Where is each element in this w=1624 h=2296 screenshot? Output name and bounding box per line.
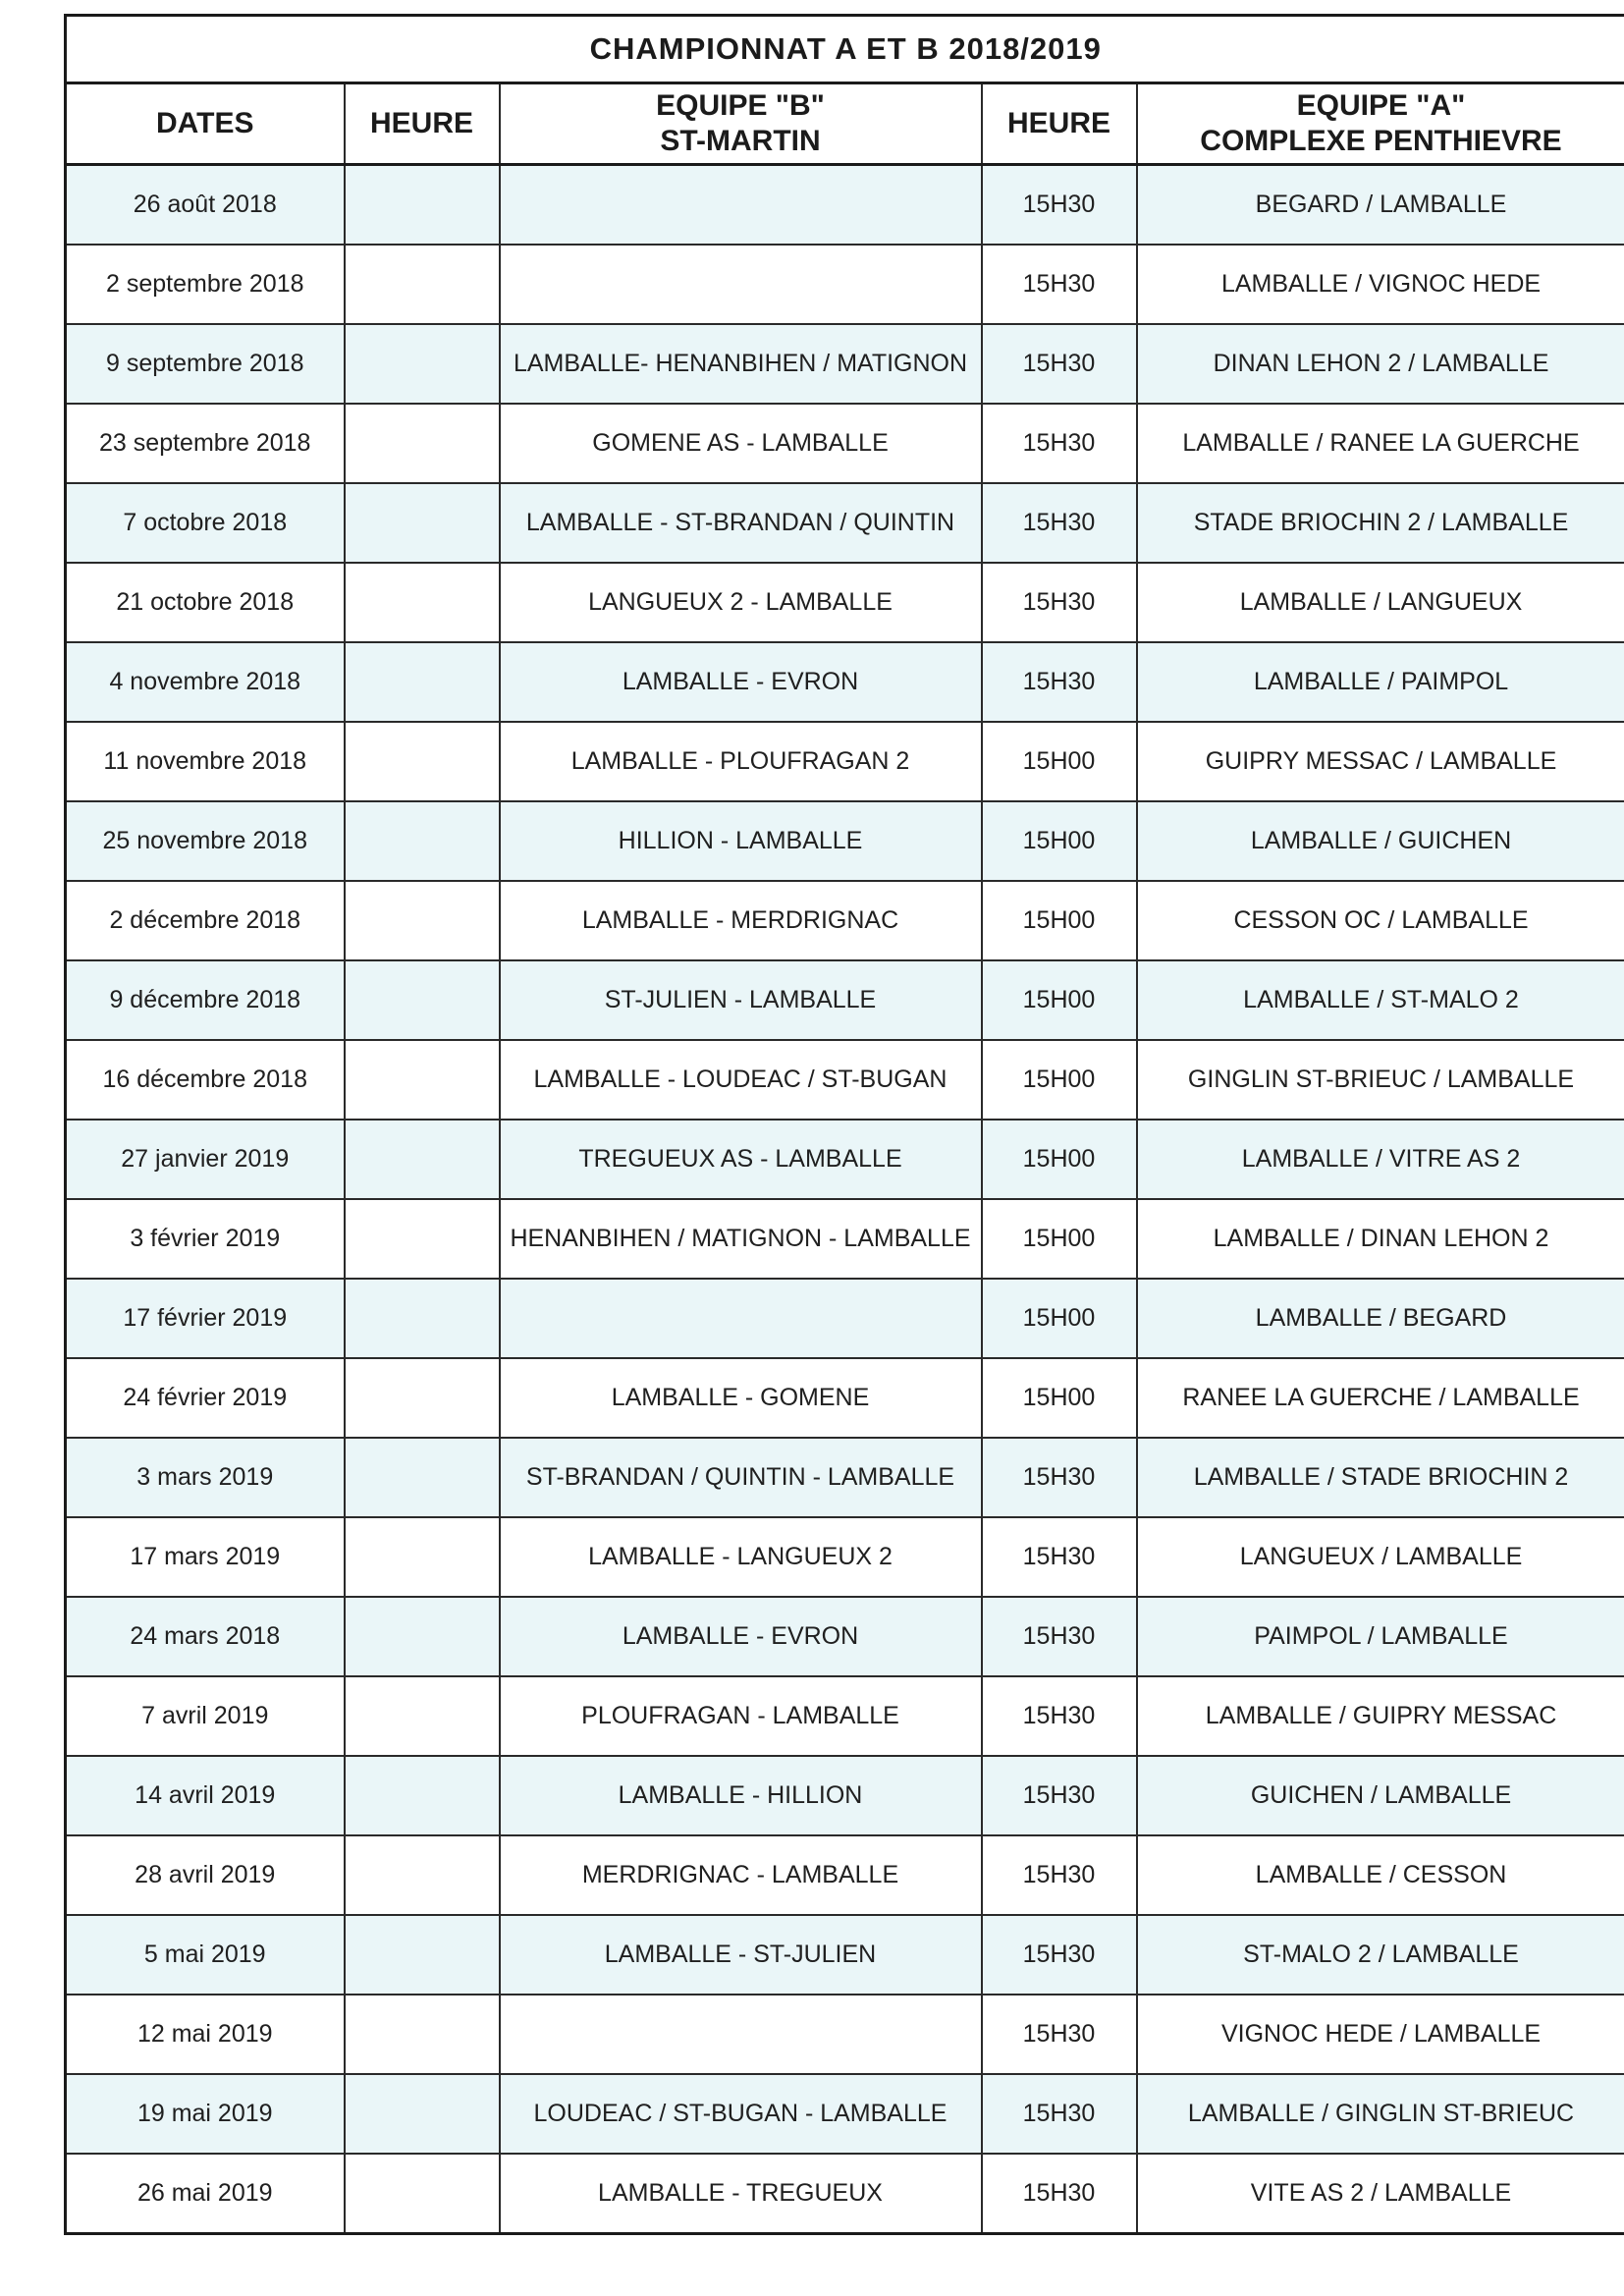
- table-row: [66, 1120, 1624, 1199]
- date-cell: 11 novembre 2018: [66, 722, 345, 801]
- equipe-a-cell: BEGARD / LAMBALLE: [1137, 165, 1624, 246]
- table-row: [66, 404, 1624, 483]
- equipe-a-cell: GUICHEN / LAMBALLE: [1137, 1756, 1624, 1835]
- equipe-b-cell: TREGUEUX AS - LAMBALLE: [500, 1120, 982, 1199]
- heure-b-cell: [345, 1438, 500, 1517]
- header-equipe-b-line1: EQUIPE "B": [656, 89, 825, 122]
- date-cell: 4 novembre 2018: [66, 642, 345, 722]
- heure-b-cell: [345, 1279, 500, 1358]
- table-row: [66, 324, 1624, 404]
- table-row: [66, 642, 1624, 722]
- equipe-b-cell: LAMBALLE - EVRON: [500, 642, 982, 722]
- equipe-a-cell: LAMBALLE / STADE BRIOCHIN 2: [1137, 1438, 1624, 1517]
- equipe-b-cell: [500, 1279, 982, 1358]
- table-row: [66, 1199, 1624, 1279]
- heure-a-cell: 15H30: [982, 563, 1137, 642]
- date-cell: 23 septembre 2018: [66, 404, 345, 483]
- date-cell: 17 février 2019: [66, 1279, 345, 1358]
- heure-b-cell: [345, 1358, 500, 1438]
- equipe-a-cell: LAMBALLE / PAIMPOL: [1137, 642, 1624, 722]
- heure-b-cell: [345, 722, 500, 801]
- table-row: [66, 1358, 1624, 1438]
- heure-a-cell: 15H30: [982, 2074, 1137, 2154]
- heure-a-cell: 15H30: [982, 483, 1137, 563]
- table-title: CHAMPIONNAT A ET B 2018/2019: [66, 16, 1624, 83]
- equipe-b-cell: LAMBALLE - ST-BRANDAN / QUINTIN: [500, 483, 982, 563]
- date-cell: 2 septembre 2018: [66, 245, 345, 324]
- heure-a-cell: 15H30: [982, 324, 1137, 404]
- equipe-b-cell: [500, 165, 982, 246]
- header-equipe-a: [1137, 83, 1624, 165]
- table-row: [66, 1676, 1624, 1756]
- equipe-a-cell: LAMBALLE / CESSON: [1137, 1835, 1624, 1915]
- equipe-a-cell: VIGNOC HEDE / LAMBALLE: [1137, 1995, 1624, 2074]
- heure-a-cell: 15H30: [982, 1597, 1137, 1676]
- date-cell: 25 novembre 2018: [66, 801, 345, 881]
- table-row: [66, 1995, 1624, 2074]
- schedule-table: [64, 14, 1624, 2235]
- heure-a-cell: 15H30: [982, 1517, 1137, 1597]
- heure-b-cell: [345, 642, 500, 722]
- table-row: [66, 165, 1624, 246]
- equipe-a-cell: STADE BRIOCHIN 2 / LAMBALLE: [1137, 483, 1624, 563]
- heure-a-cell: 15H30: [982, 1438, 1137, 1517]
- header-dates: DATES: [66, 83, 345, 165]
- heure-b-cell: [345, 563, 500, 642]
- heure-b-cell: [345, 1517, 500, 1597]
- heure-b-cell: [345, 1676, 500, 1756]
- heure-b-cell: [345, 1120, 500, 1199]
- date-cell: 14 avril 2019: [66, 1756, 345, 1835]
- equipe-a-cell: PAIMPOL / LAMBALLE: [1137, 1597, 1624, 1676]
- heure-a-cell: 15H00: [982, 1120, 1137, 1199]
- table-row: [66, 483, 1624, 563]
- equipe-a-cell: RANEE LA GUERCHE / LAMBALLE: [1137, 1358, 1624, 1438]
- equipe-b-cell: HILLION - LAMBALLE: [500, 801, 982, 881]
- date-cell: 26 août 2018: [66, 165, 345, 246]
- table-row: [66, 563, 1624, 642]
- header-heure-b: HEURE: [345, 83, 500, 165]
- equipe-a-cell: VITE AS 2 / LAMBALLE: [1137, 2154, 1624, 2234]
- equipe-b-cell: LAMBALLE - GOMENE: [500, 1358, 982, 1438]
- equipe-b-cell: LAMBALLE - ST-JULIEN: [500, 1915, 982, 1995]
- equipe-a-cell: GINGLIN ST-BRIEUC / LAMBALLE: [1137, 1040, 1624, 1120]
- equipe-a-cell: LAMBALLE / VIGNOC HEDE: [1137, 245, 1624, 324]
- table-row: [66, 1517, 1624, 1597]
- heure-b-cell: [345, 1040, 500, 1120]
- heure-b-cell: [345, 2074, 500, 2154]
- equipe-a-cell: ST-MALO 2 / LAMBALLE: [1137, 1915, 1624, 1995]
- equipe-b-cell: LAMBALLE- HENANBIHEN / MATIGNON: [500, 324, 982, 404]
- header-equipe-b: [500, 83, 982, 165]
- date-cell: 19 mai 2019: [66, 2074, 345, 2154]
- heure-a-cell: 15H30: [982, 404, 1137, 483]
- header-row: [66, 83, 1624, 165]
- heure-b-cell: [345, 1756, 500, 1835]
- heure-a-cell: 15H00: [982, 1279, 1137, 1358]
- heure-b-cell: [345, 483, 500, 563]
- table-row: [66, 1040, 1624, 1120]
- equipe-a-cell: LAMBALLE / GUIPRY MESSAC: [1137, 1676, 1624, 1756]
- date-cell: 21 octobre 2018: [66, 563, 345, 642]
- equipe-b-cell: MERDRIGNAC - LAMBALLE: [500, 1835, 982, 1915]
- heure-b-cell: [345, 1835, 500, 1915]
- heure-b-cell: [345, 404, 500, 483]
- equipe-b-cell: LANGUEUX 2 - LAMBALLE: [500, 563, 982, 642]
- heure-a-cell: 15H00: [982, 801, 1137, 881]
- table-row: [66, 1756, 1624, 1835]
- equipe-a-cell: LAMBALLE / BEGARD: [1137, 1279, 1624, 1358]
- heure-a-cell: 15H30: [982, 1676, 1137, 1756]
- schedule-body: [66, 165, 1624, 2234]
- equipe-a-cell: LAMBALLE / VITRE AS 2: [1137, 1120, 1624, 1199]
- heure-a-cell: 15H30: [982, 642, 1137, 722]
- heure-a-cell: 15H00: [982, 881, 1137, 960]
- heure-a-cell: 15H30: [982, 165, 1137, 246]
- date-cell: 7 avril 2019: [66, 1676, 345, 1756]
- heure-b-cell: [345, 324, 500, 404]
- equipe-b-cell: LAMBALLE - HILLION: [500, 1756, 982, 1835]
- table-row: [66, 1597, 1624, 1676]
- date-cell: 17 mars 2019: [66, 1517, 345, 1597]
- equipe-b-cell: ST-BRANDAN / QUINTIN - LAMBALLE: [500, 1438, 982, 1517]
- equipe-a-cell: CESSON OC / LAMBALLE: [1137, 881, 1624, 960]
- equipe-a-cell: DINAN LEHON 2 / LAMBALLE: [1137, 324, 1624, 404]
- heure-a-cell: 15H30: [982, 2154, 1137, 2234]
- header-equipe-a-line2: COMPLEXE PENTHIEVRE: [1200, 125, 1562, 157]
- date-cell: 27 janvier 2019: [66, 1120, 345, 1199]
- equipe-b-cell: HENANBIHEN / MATIGNON - LAMBALLE: [500, 1199, 982, 1279]
- equipe-b-cell: LAMBALLE - LOUDEAC / ST-BUGAN: [500, 1040, 982, 1120]
- heure-b-cell: [345, 1597, 500, 1676]
- heure-b-cell: [345, 801, 500, 881]
- date-cell: 24 mars 2018: [66, 1597, 345, 1676]
- equipe-b-cell: PLOUFRAGAN - LAMBALLE: [500, 1676, 982, 1756]
- equipe-b-cell: LAMBALLE - LANGUEUX 2: [500, 1517, 982, 1597]
- date-cell: 7 octobre 2018: [66, 483, 345, 563]
- equipe-b-cell: [500, 1995, 982, 2074]
- table-row: [66, 960, 1624, 1040]
- table-row: [66, 881, 1624, 960]
- heure-a-cell: 15H00: [982, 1358, 1137, 1438]
- heure-b-cell: [345, 2154, 500, 2234]
- table-row: [66, 801, 1624, 881]
- heure-a-cell: 15H30: [982, 1835, 1137, 1915]
- table-row: [66, 1438, 1624, 1517]
- header-equipe-b-line2: ST-MARTIN: [660, 125, 821, 157]
- equipe-b-cell: LOUDEAC / ST-BUGAN - LAMBALLE: [500, 2074, 982, 2154]
- header-equipe-a-line1: EQUIPE "A": [1296, 89, 1466, 122]
- equipe-b-cell: [500, 245, 982, 324]
- date-cell: 16 décembre 2018: [66, 1040, 345, 1120]
- date-cell: 26 mai 2019: [66, 2154, 345, 2234]
- title-row: [66, 16, 1624, 83]
- heure-b-cell: [345, 165, 500, 246]
- heure-b-cell: [345, 1915, 500, 1995]
- table-row: [66, 722, 1624, 801]
- heure-b-cell: [345, 881, 500, 960]
- date-cell: 28 avril 2019: [66, 1835, 345, 1915]
- equipe-a-cell: LANGUEUX / LAMBALLE: [1137, 1517, 1624, 1597]
- table-row: [66, 2154, 1624, 2234]
- equipe-a-cell: LAMBALLE / GINGLIN ST-BRIEUC: [1137, 2074, 1624, 2154]
- equipe-a-cell: LAMBALLE / GUICHEN: [1137, 801, 1624, 881]
- heure-a-cell: 15H30: [982, 245, 1137, 324]
- equipe-a-cell: LAMBALLE / ST-MALO 2: [1137, 960, 1624, 1040]
- heure-a-cell: 15H30: [982, 1995, 1137, 2074]
- equipe-a-cell: LAMBALLE / RANEE LA GUERCHE: [1137, 404, 1624, 483]
- date-cell: 12 mai 2019: [66, 1995, 345, 2074]
- heure-b-cell: [345, 245, 500, 324]
- equipe-a-cell: LAMBALLE / DINAN LEHON 2: [1137, 1199, 1624, 1279]
- date-cell: 24 février 2019: [66, 1358, 345, 1438]
- date-cell: 5 mai 2019: [66, 1915, 345, 1995]
- equipe-a-cell: LAMBALLE / LANGUEUX: [1137, 563, 1624, 642]
- heure-b-cell: [345, 960, 500, 1040]
- table-row: [66, 2074, 1624, 2154]
- heure-a-cell: 15H00: [982, 722, 1137, 801]
- heure-a-cell: 15H00: [982, 960, 1137, 1040]
- equipe-b-cell: LAMBALLE - MERDRIGNAC: [500, 881, 982, 960]
- equipe-a-cell: GUIPRY MESSAC / LAMBALLE: [1137, 722, 1624, 801]
- schedule-sheet: [64, 14, 1624, 2235]
- date-cell: 9 décembre 2018: [66, 960, 345, 1040]
- header-heure-a: HEURE: [982, 83, 1137, 165]
- date-cell: 2 décembre 2018: [66, 881, 345, 960]
- table-row: [66, 245, 1624, 324]
- equipe-b-cell: LAMBALLE - EVRON: [500, 1597, 982, 1676]
- date-cell: 3 mars 2019: [66, 1438, 345, 1517]
- equipe-b-cell: LAMBALLE - TREGUEUX: [500, 2154, 982, 2234]
- heure-b-cell: [345, 1199, 500, 1279]
- date-cell: 9 septembre 2018: [66, 324, 345, 404]
- heure-b-cell: [345, 1995, 500, 2074]
- heure-a-cell: 15H30: [982, 1915, 1137, 1995]
- equipe-b-cell: ST-JULIEN - LAMBALLE: [500, 960, 982, 1040]
- equipe-b-cell: LAMBALLE - PLOUFRAGAN 2: [500, 722, 982, 801]
- table-row: [66, 1915, 1624, 1995]
- heure-a-cell: 15H00: [982, 1199, 1137, 1279]
- date-cell: 3 février 2019: [66, 1199, 345, 1279]
- heure-a-cell: 15H00: [982, 1040, 1137, 1120]
- table-row: [66, 1279, 1624, 1358]
- heure-a-cell: 15H30: [982, 1756, 1137, 1835]
- table-row: [66, 1835, 1624, 1915]
- equipe-b-cell: GOMENE AS - LAMBALLE: [500, 404, 982, 483]
